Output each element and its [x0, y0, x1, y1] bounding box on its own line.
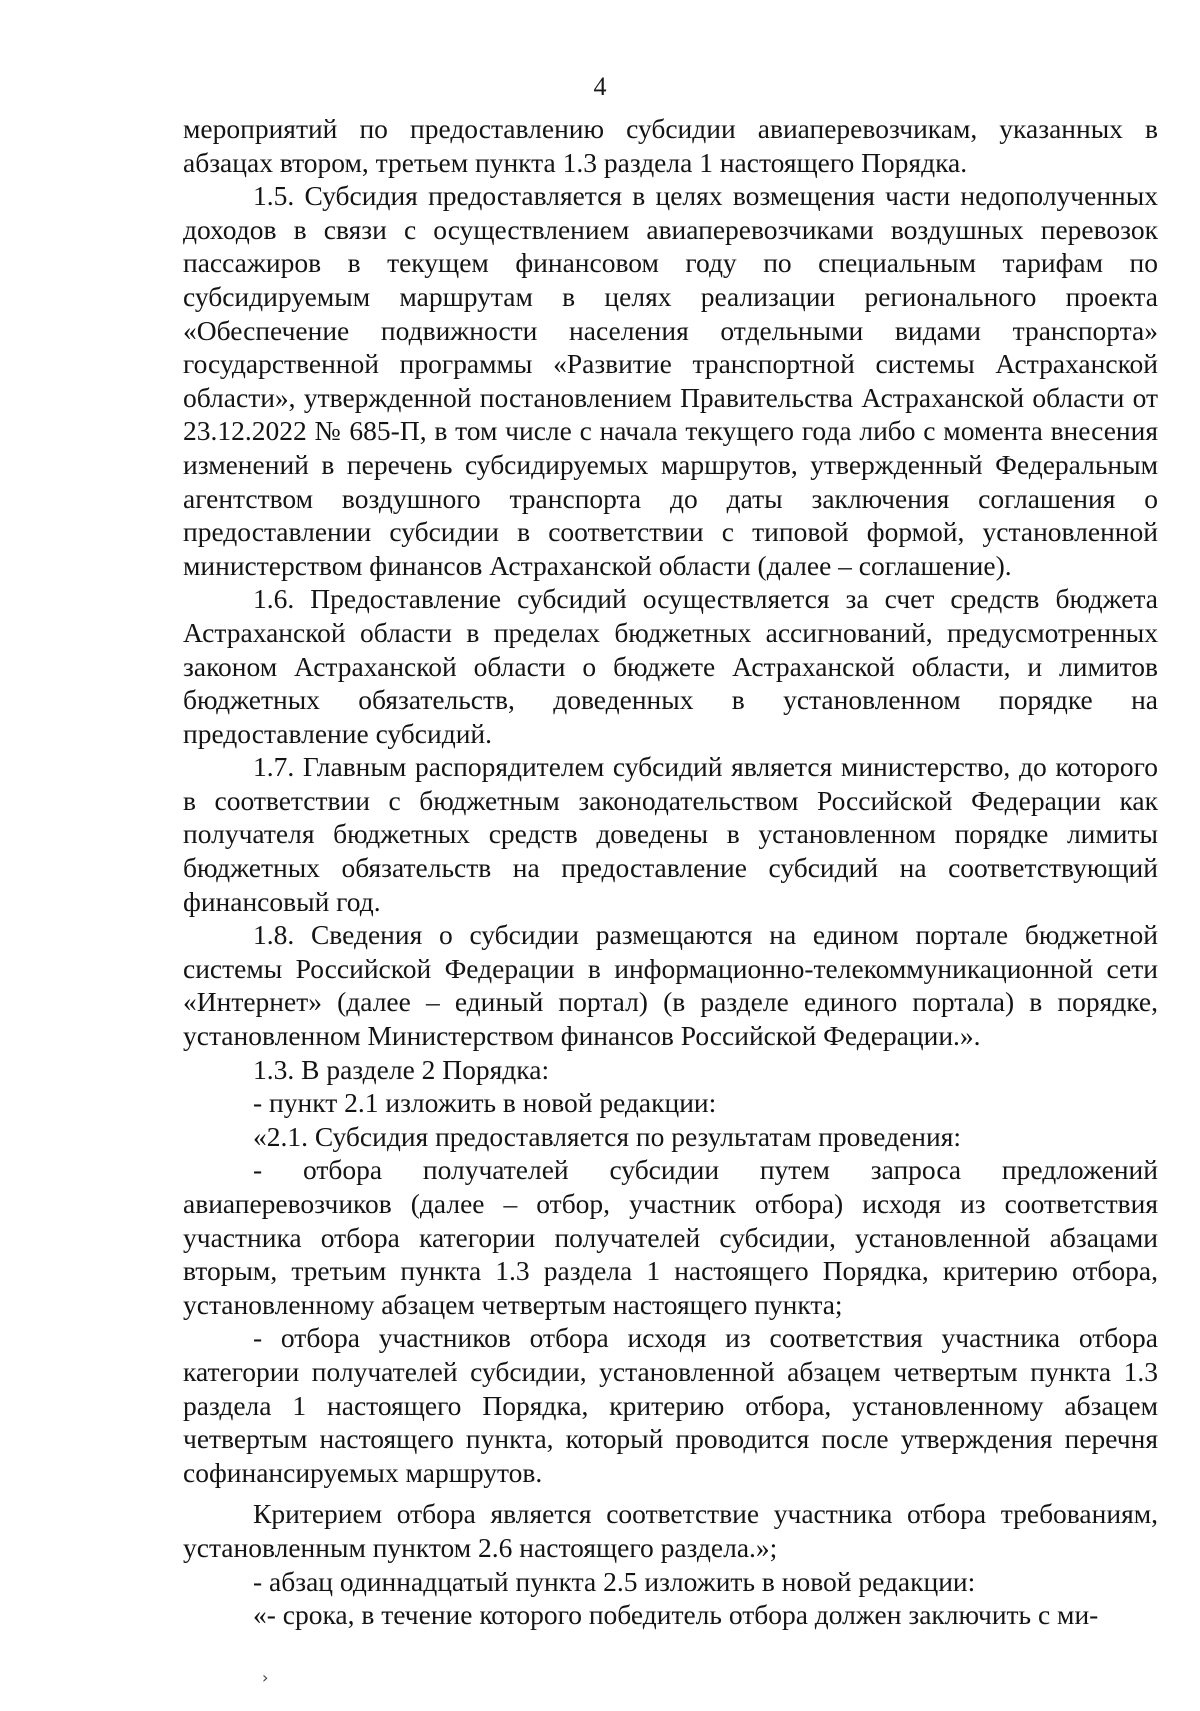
- paragraph-1-8: 1.8. Сведения о субсидии размещаются на едином портале бюджетной системы Российской Федерации в информационно-телекоммуникационной сети «Интернет» (далее – единый портал) (в разделе единого портала) в порядке, установленном Министерством финансов Российской Федерации.».: [183, 919, 1158, 1052]
- paragraph-selection-criterion: Критерием отбора является соответствие участника отбора требованиям, установленным пунктом 2.6 настоящего раздела.»;: [183, 1498, 1158, 1563]
- document-body: [183, 112, 1158, 1632]
- paragraph-item-2-1-intro: - пункт 2.1 изложить в новой редакции:: [253, 1087, 717, 1119]
- paragraph-item-2-5-intro: - абзац одиннадцатый пункта 2.5 изложить в новой редакции:: [253, 1565, 976, 1597]
- paragraph-2-1: «2.1. Субсидия предоставляется по результатам проведения:: [253, 1120, 962, 1152]
- page-number: 4: [593, 72, 607, 101]
- paragraph-1-3-section-2: 1.3. В разделе 2 Порядка:: [253, 1053, 550, 1085]
- paragraph-1-6: 1.6. Предоставление субсидий осуществляется за счет средств бюджета Астраханской области в пределах бюджетных ассигнований, предусмотренных законом Астраханской области о бюджете Астраханской области, и лимитов бюджетных обязательств, доведенных в установленном порядке на предоставление субсидий.: [183, 583, 1158, 749]
- paragraph-continuation: мероприятий по предоставлению субсидии авиаперевозчикам, указанных в абзацах втором, третьем пункта 1.3 раздела 1 настоящего Порядка.: [183, 113, 1158, 178]
- scan-mark: ›: [262, 1668, 269, 1687]
- paragraph-selection-participants: - отбора участников отбора исходя из соответствия участника отбора категории получателей субсидии, установленной абзацем четвертым пункта 1.3 раздела 1 настоящего Порядка, критерию отбора, установленному абзацем четвертым настоящего пункта, который проводится после утверждения перечня софинансируемых маршрутов.: [183, 1322, 1158, 1488]
- paragraph-1-7: 1.7. Главным распорядителем субсидий является министерство, до которого в соответствии с бюджетным законодательством Российской Федерации как получателя бюджетных средств доведены в установленном порядке лимиты бюджетных обязательств на предоставление субсидий на соответствующий финансовый год.: [183, 751, 1158, 917]
- paragraph-selection-recipients: - отбора получателей субсидии путем запроса предложений авиаперевозчиков (далее – отбор, участник отбора) исходя из соответствия участника отбора категории получателей субсидии, установленной абзацами вторым, третьим пункта 1.3 раздела 1 настоящего Порядка, критерию отбора, установленному абзацем четвертым настоящего пункта;: [183, 1154, 1158, 1320]
- paragraph-deadline: «- срока, в течение которого победитель отбора должен заключить с ми-: [253, 1599, 1099, 1631]
- paragraph-1-5: 1.5. Субсидия предоставляется в целях возмещения части недополученных доходов в связи с осуществлением авиаперевозчиками воздушных перевозок пассажиров в текущем финансовом году по специальным тарифам по субсидируемым маршрутам в целях реализации регионального проекта «Обеспечение подвижности населения отдельными видами транспорта» государственной программы «Развитие транспортной системы Астраханской области», утвержденной постановлением Правительства Астраханской области от 23.12.2022 № 685-П, в том числе с начала текущего года либо с момента внесения изменений в перечень субсидируемых маршрутов, утвержденный Федеральным агентством воздушного транспорта до даты заключения соглашения о предоставлении субсидии в соответствии с типовой формой, установленной министерством финансов Астраханской области (далее – соглашение).: [183, 180, 1158, 581]
